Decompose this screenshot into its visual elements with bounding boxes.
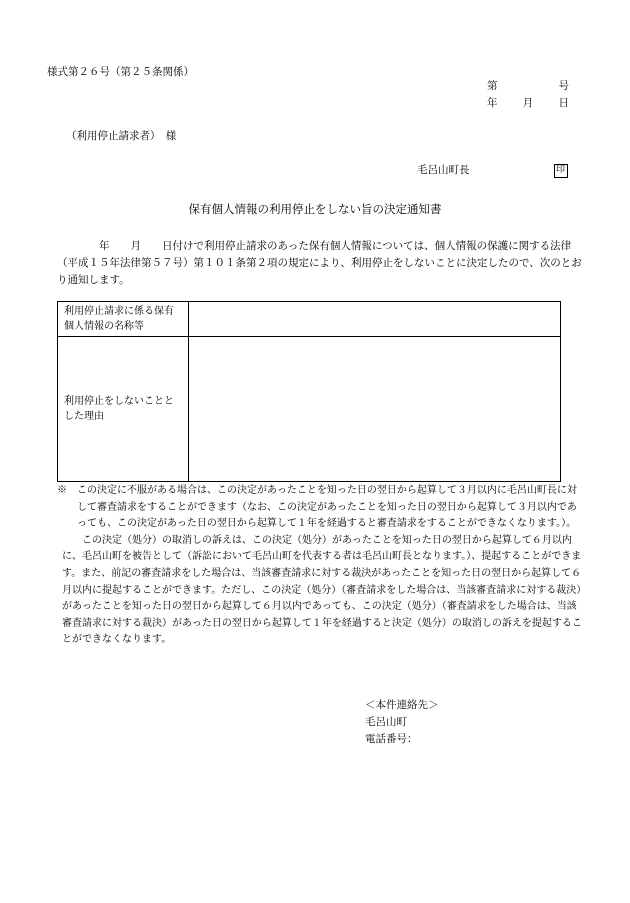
document-number [487, 79, 569, 96]
seal-icon: 印 [554, 164, 568, 178]
note-lawsuit: この決定（処分）の取消しの訴えは、この決定（処分）があったことを知った日の翌日から起算して６月以内に、毛呂山町を被告として（訴訟において毛呂山町を代表する者は毛呂山町長となります。）、提起することができます。また、前記の審査請求をした場合は、当該審査請求に対する裁決があったことを知った日の翌日から起算して６月以内に提起することができます。ただし、この決定（処分）（審査請求をした場合は、当該審査請求に対する裁決）があったことを知った日の翌日から起算して６月以内であっても、この決定（処分）（審査請求をした場合は、当該審査請求に対する裁決）があった日の翌日から起算して１年を経過すると決定（処分）の取消しの訴えを提起することができなくなります。 [62, 534, 582, 646]
doc-number-suffix: 号 [558, 80, 569, 92]
contact-info [365, 697, 439, 748]
row1-label: 利用停止請求に係る保有個人情報の名称等 [58, 302, 189, 337]
contact-phone: 電話番号： [365, 733, 418, 745]
date-day: 日 [558, 97, 569, 109]
table-row [58, 302, 561, 337]
issuer [417, 163, 568, 179]
table-row [58, 337, 561, 482]
row2-label: 利用停止をしないこととした理由 [58, 337, 189, 482]
issue-date [487, 96, 569, 112]
doc-number-prefix: 第 [487, 80, 498, 92]
note-appeal: ※ この決定に不服がある場合は、この決定があったことを知った日の翌日から起算して３月以内に毛呂山町長に対して審査請求をすることができます（なお、この決定があったことを知った日の翌日から起算して３月以内であっても、この決定があった日の翌日から起算して１年を経過すると審査請求をすることができなくなります。）。 [57, 485, 577, 530]
notes [57, 483, 583, 649]
document-title: 保有個人情報の利用停止をしない旨の決定通知書 [188, 202, 442, 216]
body-paragraph: 年 月 日付けで利用停止請求のあった保有個人情報については、個人情報の保護に関する法律（平成１５年法律第５７号）第１０１条第２項の規定により、利用停止をしないことに決定したので、次のとおり通知します。 [57, 240, 582, 286]
date-year: 年 [487, 97, 498, 109]
issuer-name: 毛呂山町長 [417, 164, 470, 176]
contact-heading: ＜本件連絡先＞ [365, 699, 439, 711]
date-month: 月 [522, 97, 534, 109]
row1-value [189, 302, 561, 337]
body-text [57, 238, 583, 289]
form-number: 様式第２６号（第２５条関係） [47, 66, 194, 78]
row2-value [189, 337, 561, 482]
info-table [57, 301, 561, 482]
contact-org: 毛呂山町 [365, 716, 407, 728]
addressee: （利用停止請求者） 様 [66, 130, 177, 142]
